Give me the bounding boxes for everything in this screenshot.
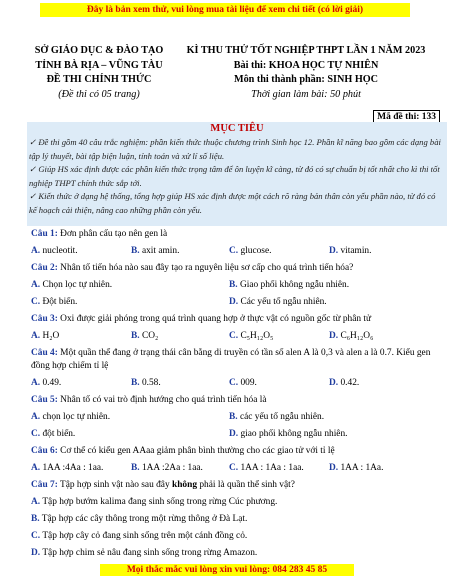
option-a: A. Chọn lọc tự nhiên. — [31, 280, 113, 290]
objectives-box — [27, 122, 447, 226]
exam-subject: Bài thi: KHOA HỌC TỰ NHIÊN — [233, 59, 379, 71]
option-d: D. 0.42. — [329, 378, 360, 388]
question-number: Câu 3: — [31, 314, 58, 324]
option-a: A. chọn lọc tự nhiên. — [31, 412, 111, 422]
question-5 — [31, 394, 443, 407]
question-text: Nhân tố tiến hóa nào sau đây tạo ra nguyên liệu sơ cấp cho quá trình tiến hóa? — [60, 263, 354, 273]
objective-item: ✓ Đề thi gồm 40 câu trắc nghiệm: phần kiến thức thuộc chương trình Sinh học 12. Phần kĩ năng bao gồm các dạng bài tập lý thuyết, bài tập biện luận, tính toán và xử lí số liệu. — [29, 137, 441, 161]
question-number: Câu 4: — [31, 348, 58, 358]
option-a: A. nucleotit. — [31, 246, 78, 256]
option-d: D. giao phối không ngẫu nhiên. — [229, 429, 348, 439]
contact-footer: Mọi thắc mắc vui lòng xin vui lòng: 084 283 45 85 — [100, 564, 354, 576]
option-d: D. 1AA : 1Aa. — [329, 463, 384, 473]
question-number: Câu 1: — [31, 229, 58, 239]
option-c: C. 1AA : 1Aa : 1aa. — [229, 463, 304, 473]
question-text-after: phải là quần thể sinh vật? — [197, 480, 295, 490]
objective-item: ✓ Giúp HS xác định được các phần kiến thức trọng tâm để ôn luyện kĩ càng, từ đó có sự chuẩn bị tốt nhất cho kì thi tốt nghiệp THPT chính thức sắp tới. — [29, 164, 440, 188]
header-left — [14, 44, 184, 102]
question-7 — [31, 479, 443, 492]
question-text-emphasis: không — [171, 480, 198, 490]
objectives-title: MỤC TIÊU — [210, 123, 264, 134]
exam-title: KÌ THU THỬ TỐT NGHIỆP THPT LẦN 1 NĂM 2023 — [186, 45, 426, 56]
option-c: C. glucose. — [229, 246, 272, 256]
department-name: SỞ GIÁO DỤC & ĐÀO TẠO — [34, 45, 164, 56]
question-text: Một quần thể đang ở trạng thái cân bằng di truyền có tần số alen A là 0,3 và alen a là 0.7. Kiểu gen đồng hợp chiếm tỉ lệ — [31, 348, 431, 371]
question-number: Câu 6: — [31, 446, 58, 456]
option-b: B. Giao phối không ngẫu nhiên. — [229, 280, 350, 290]
question-text: Cơ thể có kiểu gen AAaa giảm phân bình thường cho các giao tử với tỉ lệ — [60, 446, 335, 456]
question-6 — [31, 445, 443, 458]
question-4 — [31, 347, 443, 373]
option-c: C. đột biến. — [31, 429, 76, 439]
option-c: C. 009. — [229, 378, 257, 388]
question-text: Oxi được giải phóng trong quá trình quang hợp ở thực vật có nguồn gốc từ phân tử — [60, 314, 372, 324]
question-number: Câu 7: — [31, 480, 58, 490]
preview-banner: Đây là bản xem thử, vui lòng mua tài liệu để xem chi tiết (có lời giải) — [40, 3, 410, 17]
option-d: D. Các yếu tố ngẫu nhiên. — [229, 297, 327, 307]
option-b: B. Tập hợp các cây thông trong một rừng thông ở Đà Lạt. — [31, 514, 248, 524]
province-name: TỈNH BÀ RỊA – VŨNG TÀU — [35, 59, 163, 71]
question-1 — [31, 228, 443, 241]
option-a: A. H₂O — [31, 331, 60, 341]
question-number: Câu 2: — [31, 263, 58, 273]
question-2 — [31, 262, 443, 275]
question-number: Câu 5: — [31, 395, 58, 405]
option-c: C. Đột biến. — [31, 297, 78, 307]
header-right — [176, 44, 436, 102]
page-count-note: (Đề thi có 05 trang) — [58, 88, 140, 100]
objective-item: ✓ Kiến thức ở dạng hệ thống, tổng hợp giúp HS xác định được một cách rõ ràng bản thân còn yếu phần nào, từ đó có kế hoạch cải thiện, nâng cao những phần còn yếu. — [29, 191, 436, 215]
exam-component: Môn thi thành phần: SINH HỌC — [233, 74, 379, 85]
question-3 — [31, 313, 443, 326]
option-a: A. 1AA :4Aa : 1aa. — [31, 463, 104, 473]
option-a: A. Tập hợp bướm kalima đang sinh sống trong rừng Cúc phương. — [31, 497, 278, 507]
official-exam-label: ĐỀ THI CHÍNH THỨC — [46, 74, 152, 85]
option-c: C. Tập hợp cây cỏ đang sinh sống trên một cánh đồng cỏ. — [31, 531, 248, 541]
option-c: C. C₅H₁₂O₅ — [229, 331, 274, 341]
option-d: D. Tập hợp chim sẻ nâu đang sinh sống trong rừng Amazon. — [31, 548, 258, 558]
option-b: B. CO₂ — [131, 331, 159, 341]
option-a: A. 0.49. — [31, 378, 62, 388]
option-b: B. 1AA :2Aa : 1aa. — [131, 463, 203, 473]
exam-code: Mã đề thi: 133 — [373, 110, 440, 124]
option-b: B. các yếu tố ngẫu nhiên. — [229, 412, 325, 422]
option-d: D. C₆H₁₂O₆ — [329, 331, 374, 341]
question-text-before: Tập hợp sinh vật nào sau đây — [60, 480, 172, 490]
option-d: D. vitamin. — [329, 246, 372, 256]
exam-duration: Thời gian làm bài: 50 phút — [251, 88, 361, 100]
question-text: Nhân tố có vai trò định hướng cho quá trình tiến hóa là — [60, 395, 267, 405]
option-b: B. axit amin. — [131, 246, 180, 256]
option-b: B. 0.58. — [131, 378, 161, 388]
question-text: Đơn phân cấu tạo nên gen là — [60, 229, 168, 239]
